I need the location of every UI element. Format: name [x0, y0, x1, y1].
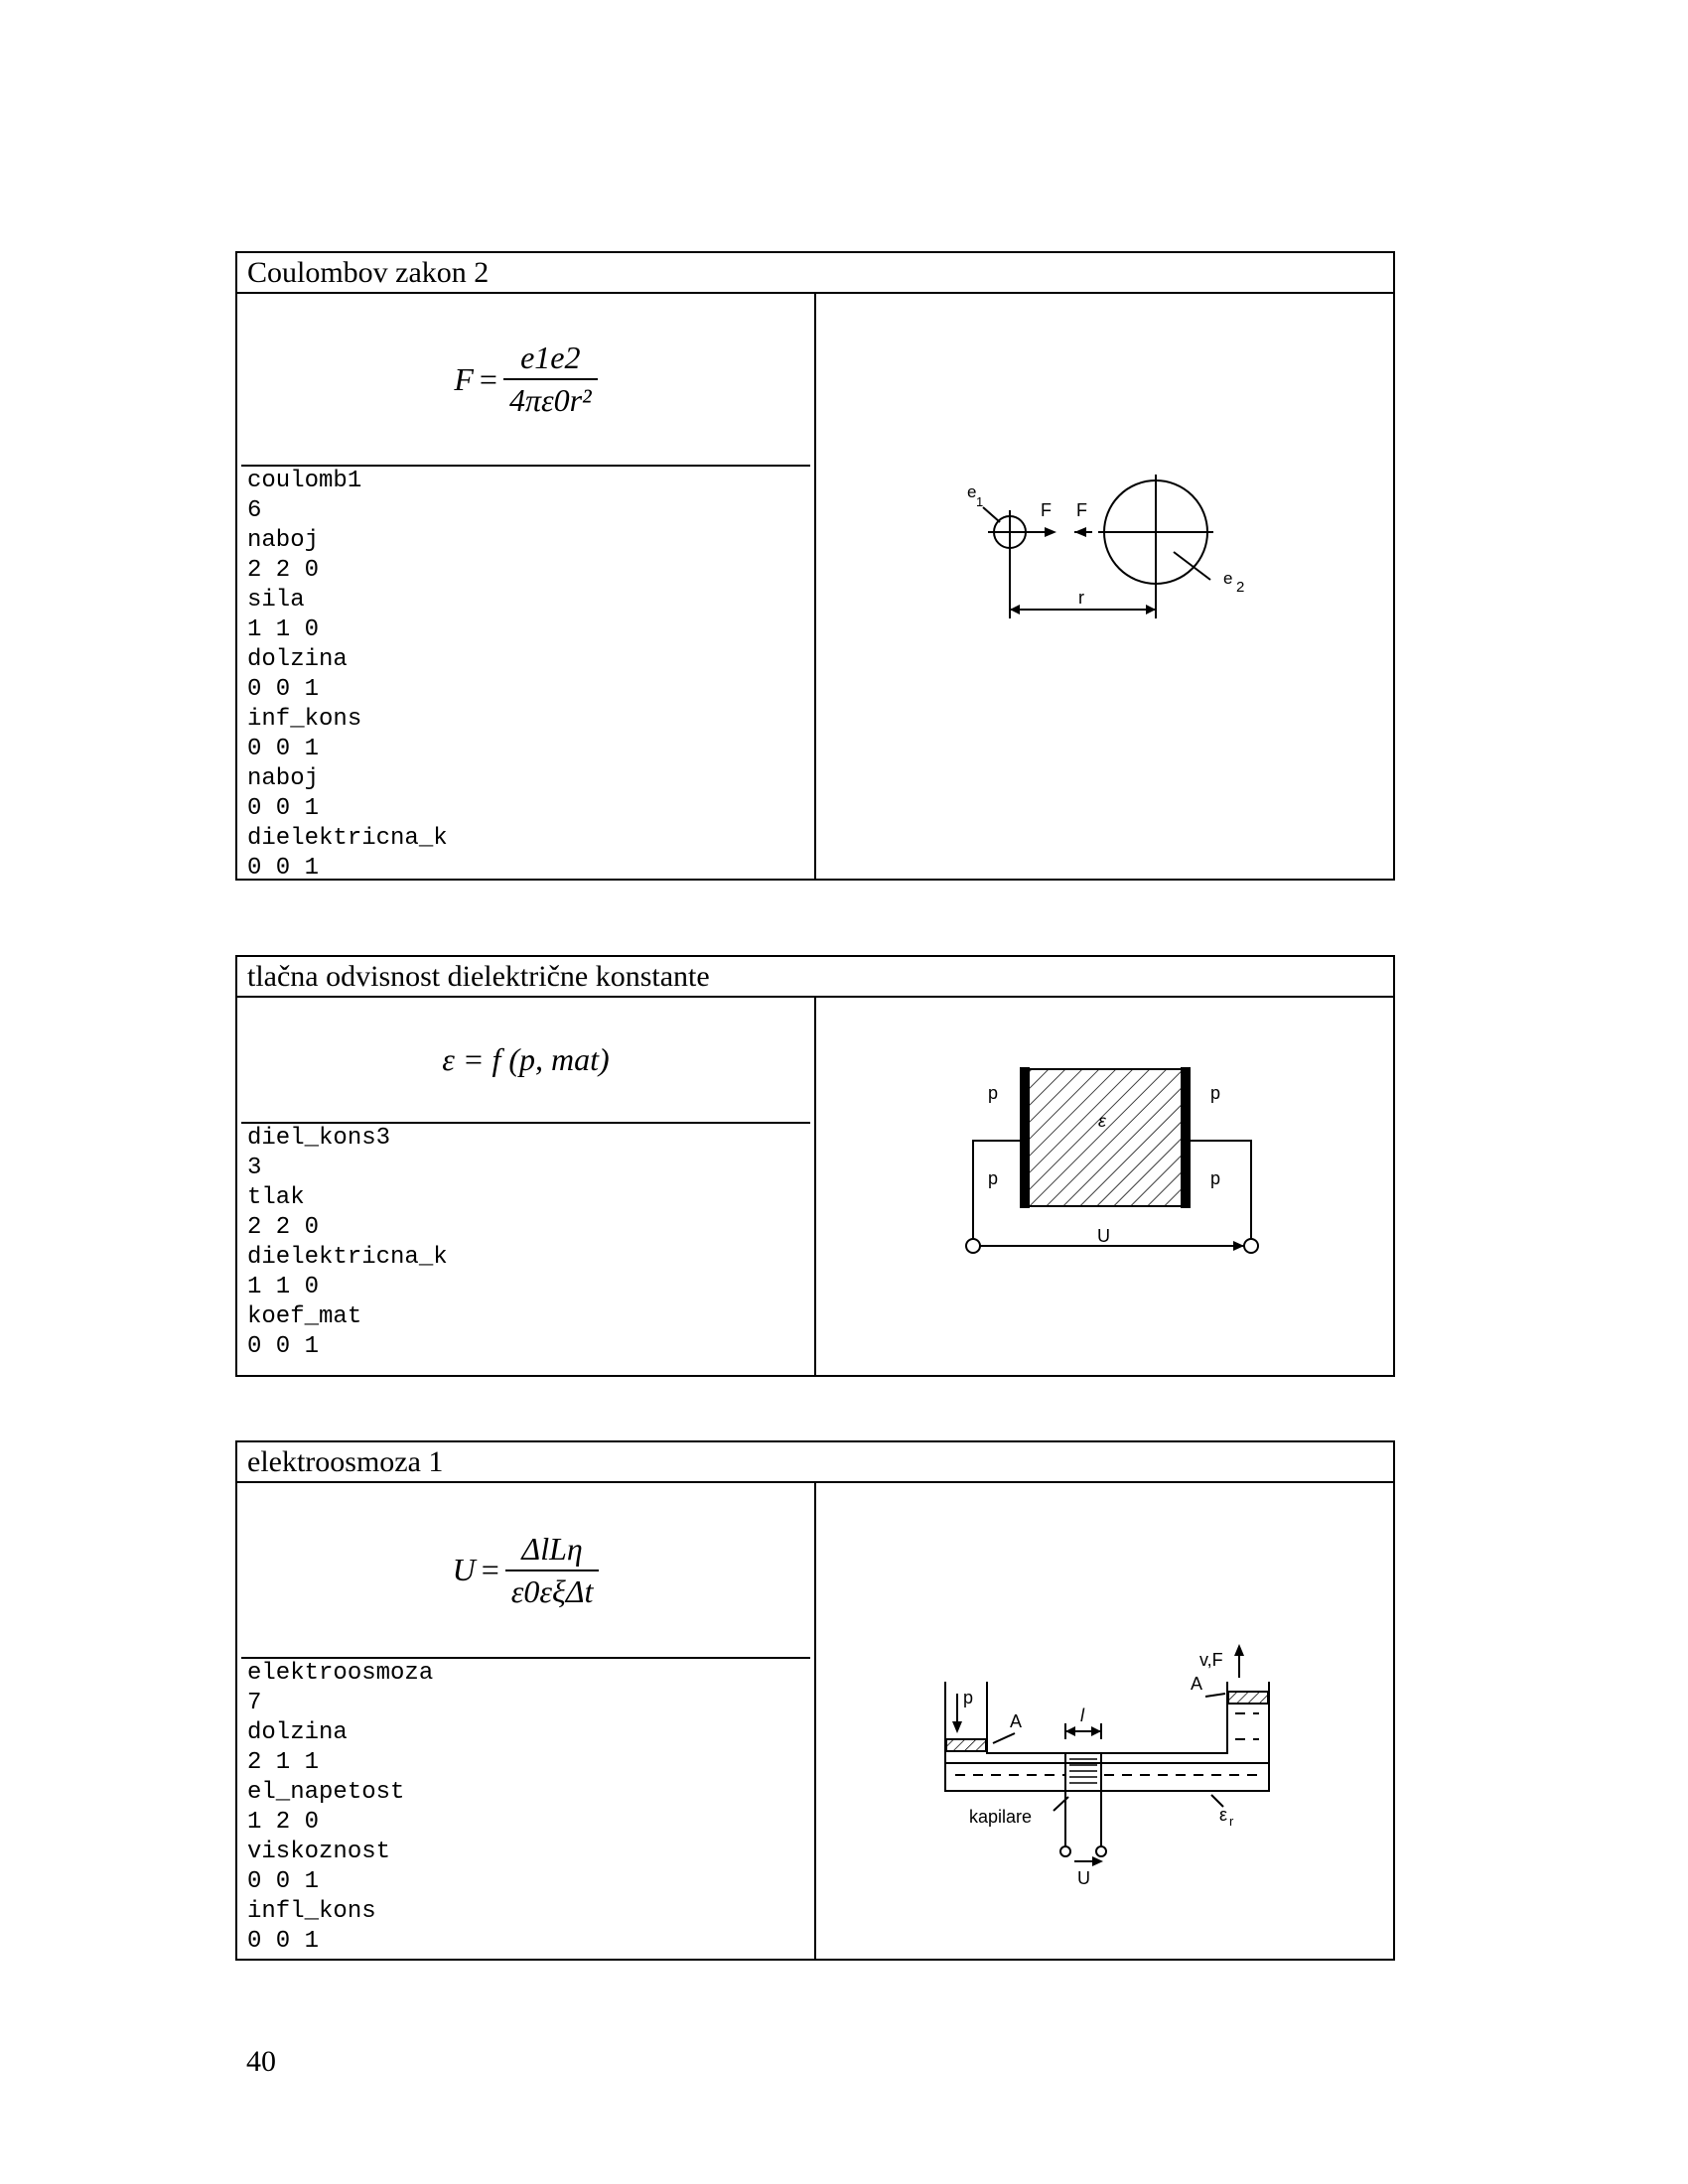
spec-line: viskoznost — [247, 1839, 391, 1865]
spec-line: 0 0 1 — [247, 855, 320, 882]
terminal-right — [1096, 1846, 1106, 1856]
card-title: tlačna odvisnost dielektrične konstante — [237, 957, 1393, 998]
label-e1-sub: 1 — [976, 494, 984, 509]
numerator: ΔlLη — [521, 1530, 583, 1567]
spec-line: tlak — [247, 1184, 305, 1211]
spec-line: 6 — [247, 497, 262, 524]
label-epsilon-r: ε — [1219, 1805, 1228, 1825]
card-body — [237, 294, 1393, 882]
formula-lhs: U — [452, 1552, 476, 1587]
formula-lhs: F — [454, 360, 474, 397]
spec-line: 0 0 1 — [247, 1928, 320, 1955]
spec-line: 0 0 1 — [247, 795, 320, 822]
spec-line: dolzina — [247, 1719, 348, 1746]
electrode-left — [1020, 1067, 1030, 1208]
numerator: e1e2 — [520, 340, 581, 375]
spec-line: diel_kons3 — [247, 1125, 391, 1152]
formula — [237, 1483, 814, 1657]
label-epsilon-r-sub: r — [1229, 1814, 1234, 1829]
figure-column — [816, 294, 1393, 879]
spec-line: elektroosmoza — [247, 1660, 434, 1687]
label-pressure: p — [988, 1168, 999, 1188]
fraction — [503, 340, 598, 419]
spec-line: el_napetost — [247, 1779, 405, 1806]
terminal-left — [1060, 1846, 1070, 1856]
label-pressure: p — [1210, 1083, 1221, 1103]
piston-right — [1228, 1692, 1268, 1704]
formula — [237, 998, 814, 1122]
label-pressure: p — [1210, 1168, 1221, 1188]
electrode-right — [1181, 1067, 1191, 1208]
spec-line: coulomb1 — [247, 468, 362, 494]
label-length: l — [1080, 1706, 1084, 1725]
spec-line: 3 — [247, 1155, 262, 1181]
spec-line: naboj — [247, 527, 320, 554]
card-body — [237, 1483, 1393, 1959]
spec-line: 1 1 0 — [247, 616, 320, 643]
spec-line: 0 0 1 — [247, 676, 320, 703]
spec-list — [247, 1659, 433, 1957]
terminal-right — [1244, 1239, 1258, 1253]
piston-left — [946, 1739, 986, 1751]
spec-line: inf_kons — [247, 706, 362, 733]
coulomb-figure — [816, 294, 1395, 881]
spec-line: dolzina — [247, 646, 348, 673]
label-capillaries: kapilare — [969, 1807, 1033, 1827]
label-voltage: U — [1077, 1868, 1090, 1888]
spec-line: 2 1 1 — [247, 1749, 320, 1776]
formula-column — [237, 998, 816, 1375]
spec-line: koef_mat — [247, 1303, 362, 1330]
label-force-left: F — [1041, 500, 1052, 520]
voltage-arrow — [1233, 1241, 1244, 1251]
spec-line: 2 2 0 — [247, 557, 320, 584]
label-area-right: A — [1191, 1674, 1203, 1694]
label-velocity-force: v,F — [1199, 1650, 1223, 1670]
spec-list — [247, 467, 448, 884]
formula-column — [237, 1483, 816, 1959]
spec-line: 0 0 1 — [247, 1333, 320, 1360]
spec-line: infl_kons — [247, 1898, 376, 1925]
electroosmosis-figure — [816, 1483, 1395, 1961]
formula-column — [237, 294, 816, 882]
card-body — [237, 998, 1393, 1375]
terminal-left — [966, 1239, 980, 1253]
spec-list — [247, 1124, 448, 1362]
figure-column — [816, 998, 1393, 1375]
spec-line: 0 0 1 — [247, 736, 320, 762]
spec-line: naboj — [247, 765, 320, 792]
spec-line: 2 2 0 — [247, 1214, 320, 1241]
equals-sign: = — [481, 1552, 499, 1587]
label-e2-sub: 2 — [1236, 579, 1245, 596]
label-force-right: F — [1076, 500, 1087, 520]
figure-column — [816, 1483, 1393, 1959]
spec-line: 1 1 0 — [247, 1274, 320, 1300]
denominator: 4πε0r² — [503, 378, 598, 419]
formula — [237, 294, 814, 465]
label-pressure: p — [963, 1688, 974, 1707]
page-number: 40 — [246, 2045, 276, 2078]
label-pressure: p — [988, 1083, 999, 1103]
spec-line: 7 — [247, 1690, 262, 1716]
force-arrow-left — [1074, 527, 1086, 537]
denominator: ε0εξΔt — [505, 1570, 600, 1610]
formula-text: ε = f (p, mat) — [442, 1041, 610, 1077]
card-coulomb — [235, 251, 1395, 881]
card-electroosmosis — [235, 1440, 1395, 1961]
card-pressure-dielectric — [235, 955, 1395, 1377]
capacitor-figure — [816, 998, 1395, 1377]
spec-line: dielektricna_k — [247, 1244, 448, 1271]
label-e1: e — [967, 482, 977, 501]
spec-line: sila — [247, 587, 305, 614]
fraction — [505, 1531, 600, 1610]
label-voltage: U — [1097, 1226, 1110, 1246]
label-distance: r — [1078, 588, 1084, 608]
label-e2: e — [1223, 569, 1233, 588]
spec-line: 0 0 1 — [247, 1868, 320, 1895]
velocity-arrow — [1234, 1644, 1244, 1656]
card-title: elektroosmoza 1 — [237, 1442, 1393, 1483]
force-arrow-right — [1045, 527, 1056, 537]
card-title: Coulombov zakon 2 — [237, 253, 1393, 294]
equals-sign: = — [479, 360, 497, 397]
label-area-left: A — [1010, 1711, 1023, 1731]
pressure-arrow — [952, 1721, 962, 1733]
label-epsilon: ε — [1098, 1111, 1106, 1131]
spec-line: 1 2 0 — [247, 1809, 320, 1836]
dielectric-block — [1026, 1069, 1185, 1206]
spec-line: dielektricna_k — [247, 825, 448, 852]
